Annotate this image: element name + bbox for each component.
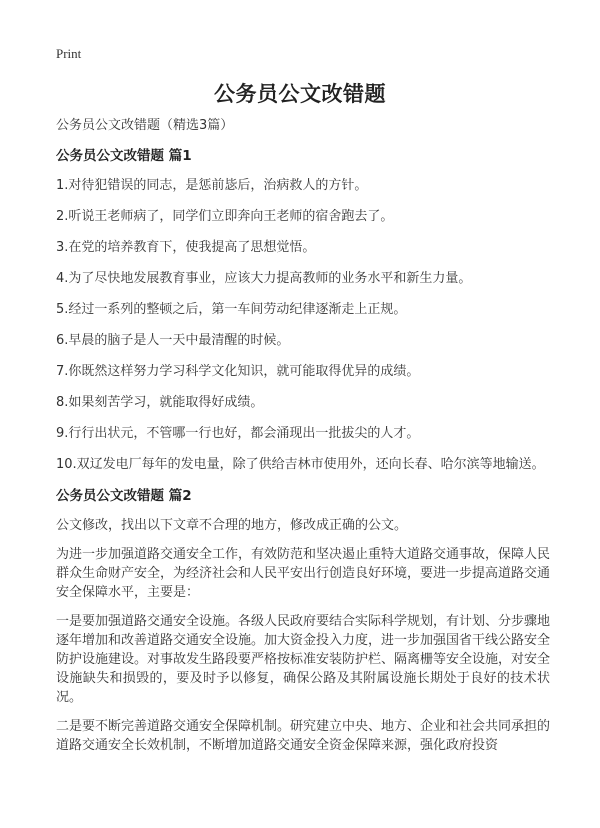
list-item: 1.对待犯错误的同志，是惩前毖后，治病救人的方针。 [56, 178, 368, 193]
list-item: 2.听说王老师病了，同学们立即奔向王老师的宿舍跑去了。 [56, 209, 394, 224]
list-item: 10.双辽发电厂每年的发电量，除了供给吉林市使用外，还向长春、哈尔滨等地输送。 [56, 457, 545, 472]
list-item: 6.早晨的脑子是人一天中最清醒的时候。 [56, 333, 290, 348]
list-item: 3.在党的培养教育下，使我提高了思想觉悟。 [56, 240, 316, 255]
section-heading-1: 公务员公文改错题 篇1 [56, 148, 192, 164]
paragraph: 公文修改，找出以下文章不合理的地方，修改成正确的公文。 [56, 518, 408, 533]
document-body [56, 116, 550, 765]
list-item: 8.如果刻苦学习，就能取得好成绩。 [56, 395, 264, 410]
paragraph: 为进一步加强道路交通安全工作，有效防范和坚决遏止重特大道路交通事故，保障人民群众生命财产安全，为经济社会和人民平安出行创造良好环境，要进一步提高道路交通安全保障水平，主要是： [56, 547, 551, 600]
print-label: Print [56, 46, 82, 61]
paragraph: 二是要不断完善道路交通安全保障机制。研究建立中央、地方、企业和社会共同承担的道路交通安全长效机制，不断增加道路交通安全资金保障来源，强化政府投资 [56, 719, 551, 753]
list-item: 9.行行出状元，不管哪一行也好，都会涌现出一批拔尖的人才。 [56, 426, 420, 441]
page-title: 公务员公文改错题 [214, 82, 386, 106]
list-item: 5.经过一系列的整顿之后，第一车间劳动纪律逐渐走上正规。 [56, 302, 407, 317]
section-heading-2: 公务员公文改错题 篇2 [56, 488, 192, 504]
list-item: 4.为了尽快地发展教育事业，应该大力提高教师的业务水平和新生力量。 [56, 271, 472, 286]
document-subtitle: 公务员公文改错题（精选3篇） [56, 118, 234, 133]
list-item: 7.你既然这样努力学习科学文化知识，就可能取得优异的成绩。 [56, 364, 420, 379]
paragraph: 一是要加强道路交通安全设施。各级人民政府要结合实际科学规划，有计划、分步骤地逐年增加和改善道路交通安全设施。加大资金投入力度，进一步加强国省干线公路安全防护设施建设。对事故发生路段要严格按标准安装防护栏、隔离栅等安全设施，对安全设施缺失和损毁的，要及时予以修复，确保公路及其附属设施长期处于良好的技术状况。 [56, 614, 551, 705]
